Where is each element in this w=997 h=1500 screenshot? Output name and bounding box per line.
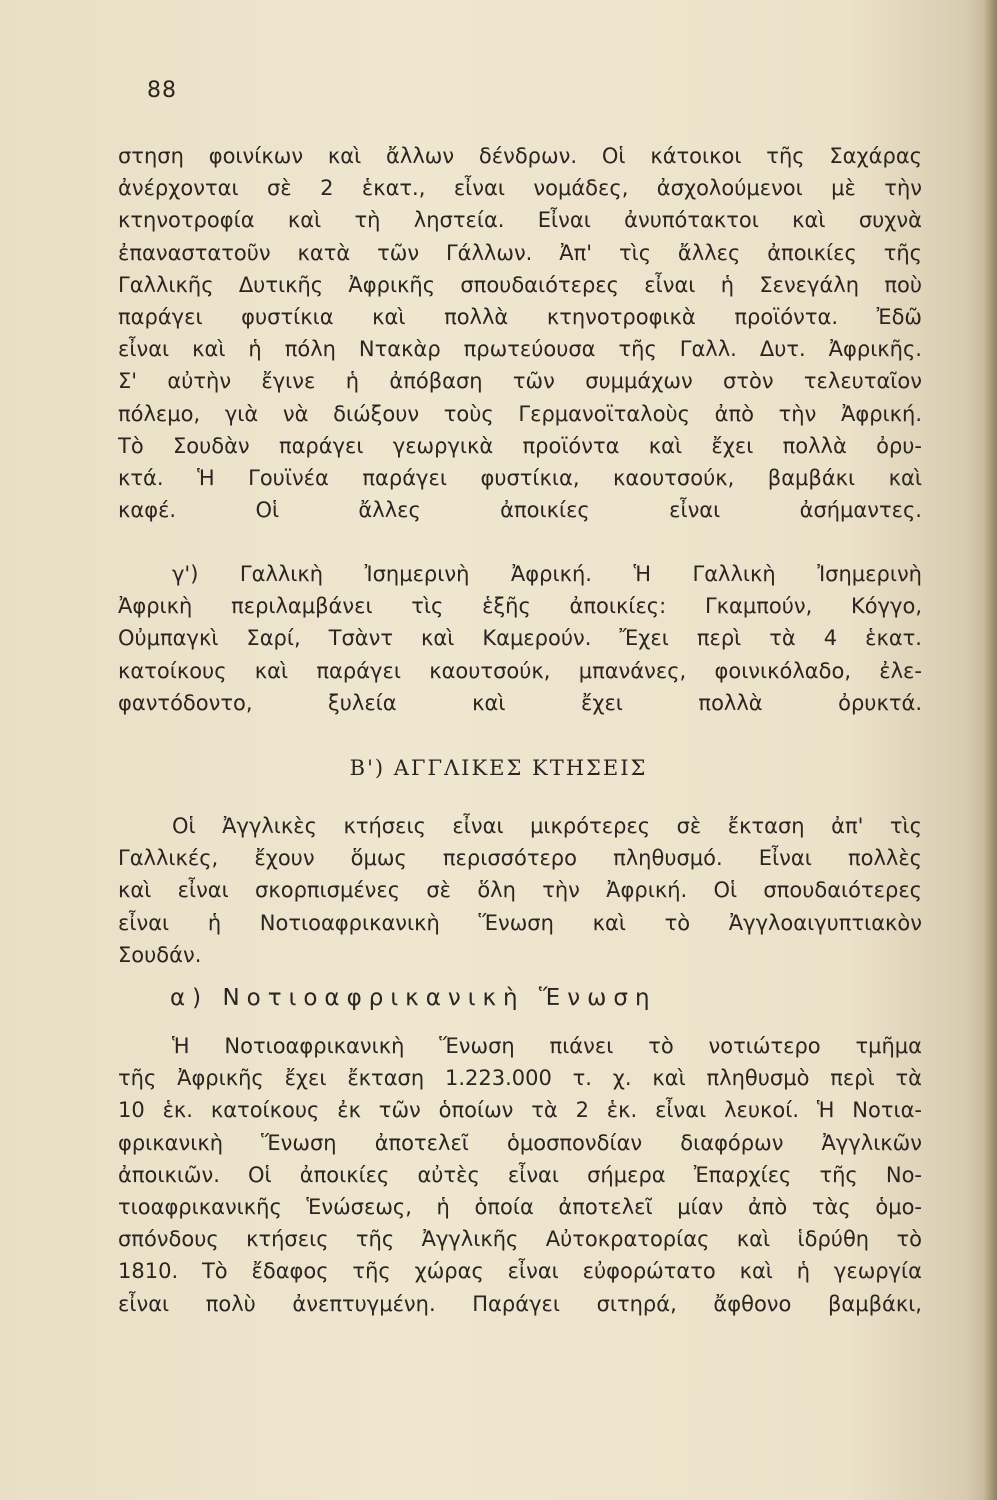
paragraph-south-african-union — [118, 1030, 922, 1320]
text-line: εἶναι πολὺ ἀνεπτυγμένη. Παράγει σιτηρά, ἄφθονο βαμβάκι, — [118, 1291, 922, 1316]
text-line: Τὸ Σουδὰν παράγει γεωργικὰ προϊόντα καὶ ἔχει πολλὰ ὀρυ- — [118, 433, 922, 458]
paragraph-sahara-west-africa — [118, 140, 922, 526]
text-line: Γαλλικές, ἔχουν ὅμως περισσότερο πληθυσμό. Εἶναι πολλὲς — [118, 846, 922, 871]
text-line: Ἀφρικὴ περιλαμβάνει τὶς ἑξῆς ἀποικίες: Γκαμπούν, Κόγγο, — [118, 594, 922, 619]
section-heading: Β') ΑΓΓΛΙΚΕΣ ΚΤΗΣΕΙΣ — [349, 756, 648, 780]
text-line: κτηνοτροφία καὶ τὴ ληστεία. Εἶναι ἀνυπότακτοι καὶ συχνὰ — [118, 208, 922, 233]
text-line: τῆς Ἀφρικῆς ἔχει ἔκταση 1.223.000 τ. χ. καὶ πληθυσμὸ περὶ τὰ — [118, 1066, 922, 1091]
text-line: παράγει φυστίκια καὶ πολλὰ κτηνοτροφικὰ προϊόντα. Ἐδῶ — [118, 305, 922, 330]
text-line: πόλεμο, γιὰ νὰ διώξουν τοὺς Γερμανοϊταλοὺς ἀπὸ τὴν Ἀφρική. — [118, 401, 922, 426]
text-line: στηση φοινίκων καὶ ἄλλων δένδρων. Οἱ κάτοικοι τῆς Σαχάρας — [118, 144, 922, 168]
text-line: Γαλλικῆς Δυτικῆς Ἀφρικῆς σπουδαιότερες εἶναι ἡ Σενεγάλη ποὺ — [118, 272, 922, 297]
page-edge — [983, 0, 997, 1500]
paragraph-english-possessions — [118, 810, 922, 971]
text-line: εἶναι καὶ ἡ πόλη Ντακὰρ πρωτεύουσα τῆς Γαλλ. Δυτ. Ἀφρικῆς. — [118, 337, 922, 362]
text-line: καὶ εἶναι σκορπισμένες σὲ ὅλη τὴν Ἀφρική. Οἱ σπουδαιότερες — [118, 878, 922, 903]
text-line: καφέ. Οἱ ἄλλες ἀποικίες εἶναι ἀσήμαντες. — [118, 498, 922, 523]
text-line: 10 ἑκ. κατοίκους ἐκ τῶν ὁποίων τὰ 2 ἑκ. εἶναι λευκοί. Ἡ Νοτια- — [118, 1098, 922, 1123]
text-line: Οὐμπαγκὶ Σαρί, Τσὰντ καὶ Καμερούν. Ἔχει περὶ τὰ 4 ἑκατ. — [118, 626, 922, 651]
subsection-heading: α) Νοτιοαφρικανικὴ Ἕνωση — [170, 985, 657, 1011]
text-line: φαντόδοντο, ξυλεία καὶ ἔχει πολλὰ ὀρυκτά. — [118, 690, 922, 715]
text-line: φρικανικὴ Ἕνωση ἀποτελεῖ ὁμοσπονδίαν διαφόρων Ἀγγλικῶν — [118, 1130, 922, 1155]
text-line: εἶναι ἡ Νοτιοαφρικανικὴ Ἕνωση καὶ τὸ Ἀγγλοαιγυπτιακὸν — [118, 910, 922, 935]
text-line: ἀνέρχονται σὲ 2 ἑκατ., εἶναι νομάδες, ἀσχολούμενοι μὲ τὴν — [118, 176, 922, 201]
text-line: ἀποικιῶν. Οἱ ἀποικίες αὐτὲς εἶναι σήμερα Ἐπαρχίες τῆς Νο- — [118, 1162, 922, 1187]
text-line: Οἱ Ἀγγλικὲς κτήσεις εἶναι μικρότερες σὲ ἔκταση ἀπ' τὶς — [172, 814, 922, 838]
text-line: κτά. Ἡ Γουϊνέα παράγει φυστίκια, καουτσούκ, βαμβάκι καὶ — [118, 466, 922, 491]
paragraph-equatorial-africa — [118, 558, 922, 719]
text-line: Σ' αὐτὴν ἔγινε ἡ ἀπόβαση τῶν συμμάχων στὸν τελευταῖον — [118, 369, 922, 394]
text-line: σπόνδους κτήσεις τῆς Ἀγγλικῆς Αὐτοκρατορίας καὶ ἱδρύθη τὸ — [118, 1227, 922, 1252]
text-line: Ἡ Νοτιοαφρικανικὴ Ἕνωση πιάνει τὸ νοτιώτερο τμῆμα — [172, 1034, 922, 1058]
text-line: γ') Γαλλικὴ Ἰσημερινὴ Ἀφρική. Ἡ Γαλλικὴ Ἰσημερινὴ — [172, 562, 922, 586]
text-line: 1810. Τὸ ἔδαφος τῆς χώρας εἶναι εὐφορώτατο καὶ ἡ γεωργία — [118, 1259, 922, 1284]
text-line: Σουδάν. — [118, 942, 202, 967]
text-line: κατοίκους καὶ παράγει καουτσούκ, μπανάνες, φοινικόλαδο, ἐλε- — [118, 658, 922, 683]
page-number: 88 — [147, 78, 177, 103]
text-line: τιοαφρικανικῆς Ἑνώσεως, ἡ ὁποία ἀποτελεῖ μίαν ἀπὸ τὰς ὁμο- — [118, 1195, 922, 1220]
text-line: ἐπαναστατοῦν κατὰ τῶν Γάλλων. Ἀπ' τὶς ἄλλες ἀποικίες τῆς — [118, 240, 922, 265]
